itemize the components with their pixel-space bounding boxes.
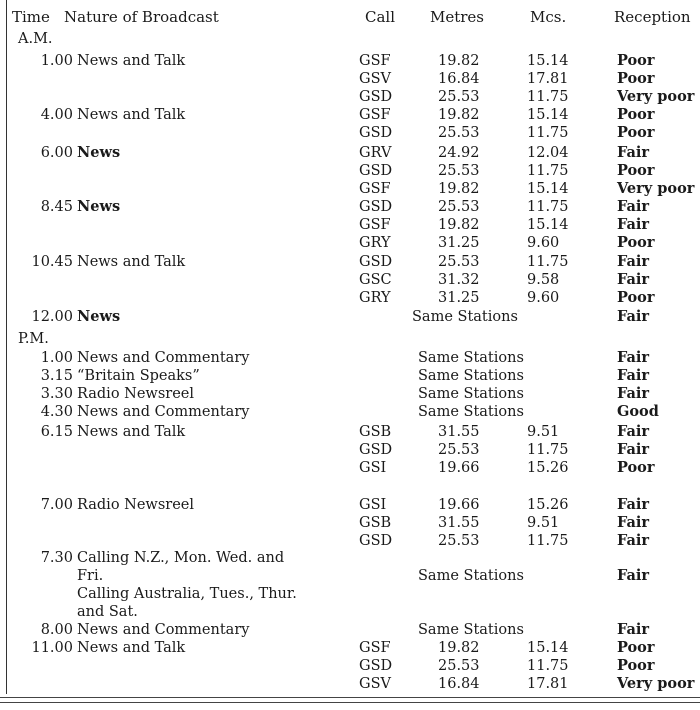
nature-cell: News and Talk — [77, 424, 186, 440]
same-stations-cell: Same Stations — [418, 568, 524, 584]
nature-cell: Calling Australia, Tues., Thur. — [77, 586, 297, 602]
reception-cell: Fair — [617, 253, 650, 270]
nature-cell: Fri. — [77, 568, 104, 584]
bottom-rule-second — [0, 702, 700, 703]
call-sign-cell: GSB — [359, 424, 392, 440]
mcs-cell: 15.26 — [527, 460, 569, 476]
call-sign-cell: GSF — [359, 217, 391, 233]
reception-cell: Fair — [617, 367, 650, 384]
table-row — [0, 216, 700, 234]
nature-cell: Calling N.Z., Mon. Wed. and — [77, 550, 285, 566]
reception-cell: Fair — [617, 144, 650, 161]
reception-cell: Fair — [617, 532, 650, 549]
table-row — [0, 253, 700, 271]
nature-cell: and Sat. — [77, 604, 138, 620]
table-row — [0, 70, 700, 88]
call-sign-cell: GSD — [359, 254, 393, 270]
mcs-cell: 12.04 — [527, 145, 569, 161]
section-am: A.M. — [18, 31, 53, 47]
metres-cell: 25.53 — [438, 163, 480, 179]
table-row — [0, 349, 700, 367]
call-sign-cell: GSD — [359, 199, 393, 215]
reception-cell: Fair — [617, 216, 650, 233]
mcs-cell: 11.75 — [527, 533, 569, 549]
same-stations-cell: Same Stations — [418, 350, 524, 366]
call-sign-cell: GSD — [359, 658, 393, 674]
table-row — [0, 180, 700, 198]
time-cell: 1.00 — [40, 350, 73, 366]
metres-cell: 19.82 — [438, 640, 480, 656]
table-row — [0, 162, 700, 180]
call-sign-cell: GRY — [359, 235, 391, 251]
mcs-cell: 15.14 — [527, 640, 569, 656]
mcs-cell: 17.81 — [527, 71, 569, 87]
time-cell: 7.00 — [40, 497, 73, 513]
mcs-cell: 15.14 — [527, 217, 569, 233]
time-cell: 8.00 — [40, 622, 73, 638]
table-row — [0, 198, 700, 216]
reception-cell: Poor — [617, 70, 655, 87]
reception-cell: Fair — [617, 308, 650, 325]
call-sign-cell: GRV — [359, 145, 392, 161]
nature-cell: “Britain Speaks” — [77, 368, 200, 384]
bottom-rule — [0, 697, 700, 698]
time-cell: 11.00 — [31, 640, 73, 656]
metres-cell: 25.53 — [438, 658, 480, 674]
nature-cell: News — [77, 198, 121, 215]
reception-cell: Fair — [617, 621, 650, 638]
header-nature: Nature of Broadcast — [64, 8, 219, 26]
nature-cell: News and Commentary — [77, 350, 250, 366]
table-row — [0, 441, 700, 459]
metres-cell: 24.92 — [438, 145, 480, 161]
nature-cell: News and Talk — [77, 53, 186, 69]
time-cell: 6.00 — [40, 145, 73, 161]
reception-cell: Very poor — [617, 88, 695, 105]
reception-cell: Fair — [617, 271, 650, 288]
reception-cell: Fair — [617, 567, 650, 584]
same-stations-cell: Same Stations — [418, 404, 524, 420]
metres-cell: 31.55 — [438, 515, 480, 531]
time-cell: 4.00 — [40, 107, 73, 123]
reception-cell: Poor — [617, 289, 655, 306]
mcs-cell: 11.75 — [527, 658, 569, 674]
table-row — [0, 289, 700, 307]
time-cell: 4.30 — [40, 404, 73, 420]
same-stations-cell: Same Stations — [418, 386, 524, 402]
call-sign-cell: GSV — [359, 676, 391, 692]
table-row — [0, 621, 700, 639]
header-call: Call — [365, 8, 396, 26]
reception-cell: Poor — [617, 106, 655, 123]
header-time: Time — [12, 8, 50, 26]
table-row — [0, 367, 700, 385]
time-cell: 10.45 — [31, 254, 73, 270]
time-cell: 8.45 — [40, 199, 73, 215]
nature-cell: News — [77, 144, 121, 161]
call-sign-cell: GSD — [359, 125, 393, 141]
reception-cell: Poor — [617, 459, 655, 476]
metres-cell: 25.53 — [438, 199, 480, 215]
mcs-cell: 9.60 — [527, 290, 560, 306]
call-sign-cell: GSD — [359, 163, 393, 179]
nature-cell: News and Talk — [77, 254, 186, 270]
call-sign-cell: GSF — [359, 107, 391, 123]
metres-cell: 19.82 — [438, 217, 480, 233]
mcs-cell: 9.60 — [527, 235, 560, 251]
reception-cell: Good — [617, 403, 659, 420]
mcs-cell: 11.75 — [527, 442, 569, 458]
time-cell: 1.00 — [40, 53, 73, 69]
nature-cell: News and Commentary — [77, 404, 250, 420]
same-stations-cell: Same Stations — [418, 622, 524, 638]
reception-cell: Poor — [617, 52, 655, 69]
table-row — [0, 234, 700, 252]
call-sign-cell: GRY — [359, 290, 391, 306]
metres-cell: 19.82 — [438, 181, 480, 197]
nature-cell: Radio Newsreel — [77, 497, 195, 513]
nature-cell: News and Commentary — [77, 622, 250, 638]
metres-cell: 31.55 — [438, 424, 480, 440]
table-row — [0, 639, 700, 657]
metres-cell: 31.25 — [438, 235, 480, 251]
metres-cell: 19.66 — [438, 497, 480, 513]
reception-cell: Very poor — [617, 675, 695, 692]
table-row — [0, 423, 700, 441]
header-reception: Reception — [614, 8, 691, 26]
time-cell: 12.00 — [31, 309, 73, 325]
reception-cell: Fair — [617, 198, 650, 215]
call-sign-cell: GSF — [359, 640, 391, 656]
mcs-cell: 11.75 — [527, 125, 569, 141]
metres-cell: 25.53 — [438, 442, 480, 458]
mcs-cell: 15.14 — [527, 181, 569, 197]
mcs-cell: 9.58 — [527, 272, 560, 288]
nature-cell: Radio Newsreel — [77, 386, 195, 402]
table-row — [0, 385, 700, 403]
metres-cell: 25.53 — [438, 254, 480, 270]
table-row — [0, 603, 700, 621]
call-sign-cell: GSD — [359, 89, 393, 105]
table-row — [0, 271, 700, 289]
time-cell: 3.30 — [40, 386, 73, 402]
metres-cell: 25.53 — [438, 125, 480, 141]
table-row — [0, 549, 700, 567]
call-sign-cell: GSB — [359, 515, 392, 531]
metres-cell: 19.82 — [438, 53, 480, 69]
reception-cell: Fair — [617, 496, 650, 513]
metres-cell: 16.84 — [438, 676, 480, 692]
nature-cell: News — [77, 308, 121, 325]
table-row — [0, 459, 700, 477]
call-sign-cell: GSD — [359, 442, 393, 458]
nature-cell: News and Talk — [77, 107, 186, 123]
table-row — [0, 657, 700, 675]
metres-cell: 25.53 — [438, 533, 480, 549]
header-mcs: Mcs. — [530, 8, 567, 26]
time-cell: 6.15 — [40, 424, 73, 440]
call-sign-cell: GSD — [359, 533, 393, 549]
call-sign-cell: GSF — [359, 181, 391, 197]
reception-cell: Fair — [617, 441, 650, 458]
call-sign-cell: GSF — [359, 53, 391, 69]
table-row — [0, 532, 700, 550]
call-sign-cell: GSC — [359, 272, 392, 288]
mcs-cell: 17.81 — [527, 676, 569, 692]
table-row — [0, 124, 700, 142]
metres-cell: 31.32 — [438, 272, 480, 288]
table-row — [0, 567, 700, 585]
reception-cell: Poor — [617, 124, 655, 141]
metres-cell: 31.25 — [438, 290, 480, 306]
section-pm: P.M. — [18, 331, 49, 347]
table-row — [0, 308, 700, 326]
reception-cell: Poor — [617, 234, 655, 251]
reception-cell: Fair — [617, 349, 650, 366]
mcs-cell: 9.51 — [527, 424, 560, 440]
mcs-cell: 11.75 — [527, 89, 569, 105]
table-row — [0, 106, 700, 124]
mcs-cell: 11.75 — [527, 163, 569, 179]
mcs-cell: 15.14 — [527, 107, 569, 123]
reception-cell: Fair — [617, 514, 650, 531]
table-row — [0, 403, 700, 421]
table-row — [0, 88, 700, 106]
table-row — [0, 496, 700, 514]
reception-cell: Poor — [617, 657, 655, 674]
metres-cell: 19.82 — [438, 107, 480, 123]
reception-cell: Fair — [617, 385, 650, 402]
metres-cell: 16.84 — [438, 71, 480, 87]
reception-cell: Very poor — [617, 180, 695, 197]
table-row — [0, 52, 700, 70]
table-row — [0, 675, 700, 693]
table-row — [0, 514, 700, 532]
call-sign-cell: GSI — [359, 460, 387, 476]
mcs-cell: 9.51 — [527, 515, 560, 531]
table-row — [0, 585, 700, 603]
mcs-cell: 11.75 — [527, 199, 569, 215]
metres-cell: 19.66 — [438, 460, 480, 476]
same-stations-cell: Same Stations — [412, 309, 518, 325]
same-stations-cell: Same Stations — [418, 368, 524, 384]
time-cell: 7.30 — [40, 550, 73, 566]
reception-cell: Poor — [617, 162, 655, 179]
header-metres: Metres — [430, 8, 485, 26]
call-sign-cell: GSV — [359, 71, 391, 87]
reception-cell: Poor — [617, 639, 655, 656]
mcs-cell: 15.26 — [527, 497, 569, 513]
table-row — [0, 144, 700, 162]
nature-cell: News and Talk — [77, 640, 186, 656]
time-cell: 3.15 — [40, 368, 73, 384]
call-sign-cell: GSI — [359, 497, 387, 513]
mcs-cell: 11.75 — [527, 254, 569, 270]
metres-cell: 25.53 — [438, 89, 480, 105]
reception-cell: Fair — [617, 423, 650, 440]
mcs-cell: 15.14 — [527, 53, 569, 69]
